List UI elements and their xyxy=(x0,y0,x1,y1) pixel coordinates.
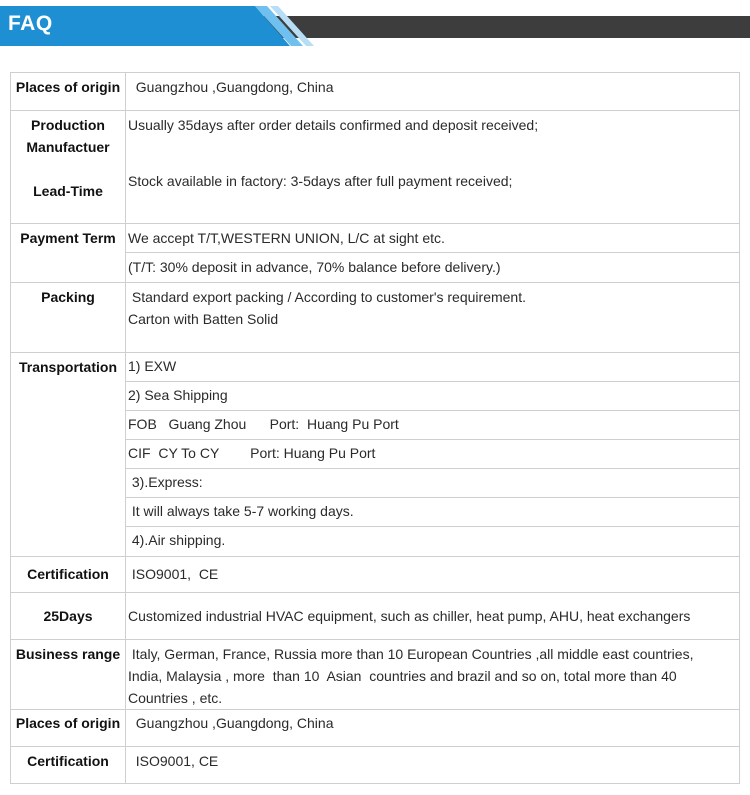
row-value: It will always take 5-7 working days. xyxy=(126,498,740,527)
row-value: ISO9001, CE xyxy=(126,747,740,784)
table-row xyxy=(11,593,740,640)
row-value: Usually 35days after order details confirmed and deposit received; Stock available in factory: 3-5days after full payment received; xyxy=(126,111,740,224)
table-row xyxy=(11,283,740,353)
table-row xyxy=(11,353,740,382)
row-value: Italy, German, France, Russia more than 10 European Countries ,all middle east countries, India, Malaysia , more than 10 Asian countries and brazil and so on, total more than 40 Countries , etc. xyxy=(126,640,740,710)
row-value: Guangzhou ,Guangdong, China xyxy=(126,710,740,747)
row-value: FOB Guang Zhou Port: Huang Pu Port xyxy=(126,411,740,440)
row-label: 25Days xyxy=(11,593,126,640)
row-label: Payment Term xyxy=(11,224,126,283)
row-value: 1) EXW xyxy=(126,353,740,382)
row-value: 3).Express: xyxy=(126,469,740,498)
row-value: Customized industrial HVAC equipment, such as chiller, heat pump, AHU, heat exchangers xyxy=(126,593,740,640)
table-row xyxy=(11,747,740,784)
table-row xyxy=(11,710,740,747)
row-label: Packing xyxy=(11,283,126,353)
table-row xyxy=(11,224,740,253)
row-value: ISO9001, CE xyxy=(126,557,740,593)
row-value: 2) Sea Shipping xyxy=(126,382,740,411)
faq-table xyxy=(10,72,740,784)
row-label: Business range xyxy=(11,640,126,710)
table-row xyxy=(11,640,740,710)
table-row xyxy=(11,557,740,593)
row-label: Production Manufactuer Lead-Time xyxy=(11,111,126,224)
row-label: Places of origin xyxy=(11,73,126,111)
row-label: Certification xyxy=(11,557,126,593)
row-value: We accept T/T,WESTERN UNION, L/C at sight etc. xyxy=(126,224,740,253)
faq-banner xyxy=(0,0,750,46)
table-row xyxy=(11,111,740,224)
table-row xyxy=(11,73,740,111)
banner-dark-bar xyxy=(250,16,750,38)
row-label: Transportation xyxy=(11,353,126,557)
row-label: Certification xyxy=(11,747,126,784)
faq-title: FAQ xyxy=(8,12,53,35)
row-value: CIF CY To CY Port: Huang Pu Port xyxy=(126,440,740,469)
row-value: 4).Air shipping. xyxy=(126,527,740,557)
row-value: Standard export packing / According to customer's requirement. Carton with Batten Solid xyxy=(126,283,740,353)
row-value: Guangzhou ,Guangdong, China xyxy=(126,73,740,111)
row-value: (T/T: 30% deposit in advance, 70% balance before delivery.) xyxy=(126,253,740,283)
row-label: Places of origin xyxy=(11,710,126,747)
